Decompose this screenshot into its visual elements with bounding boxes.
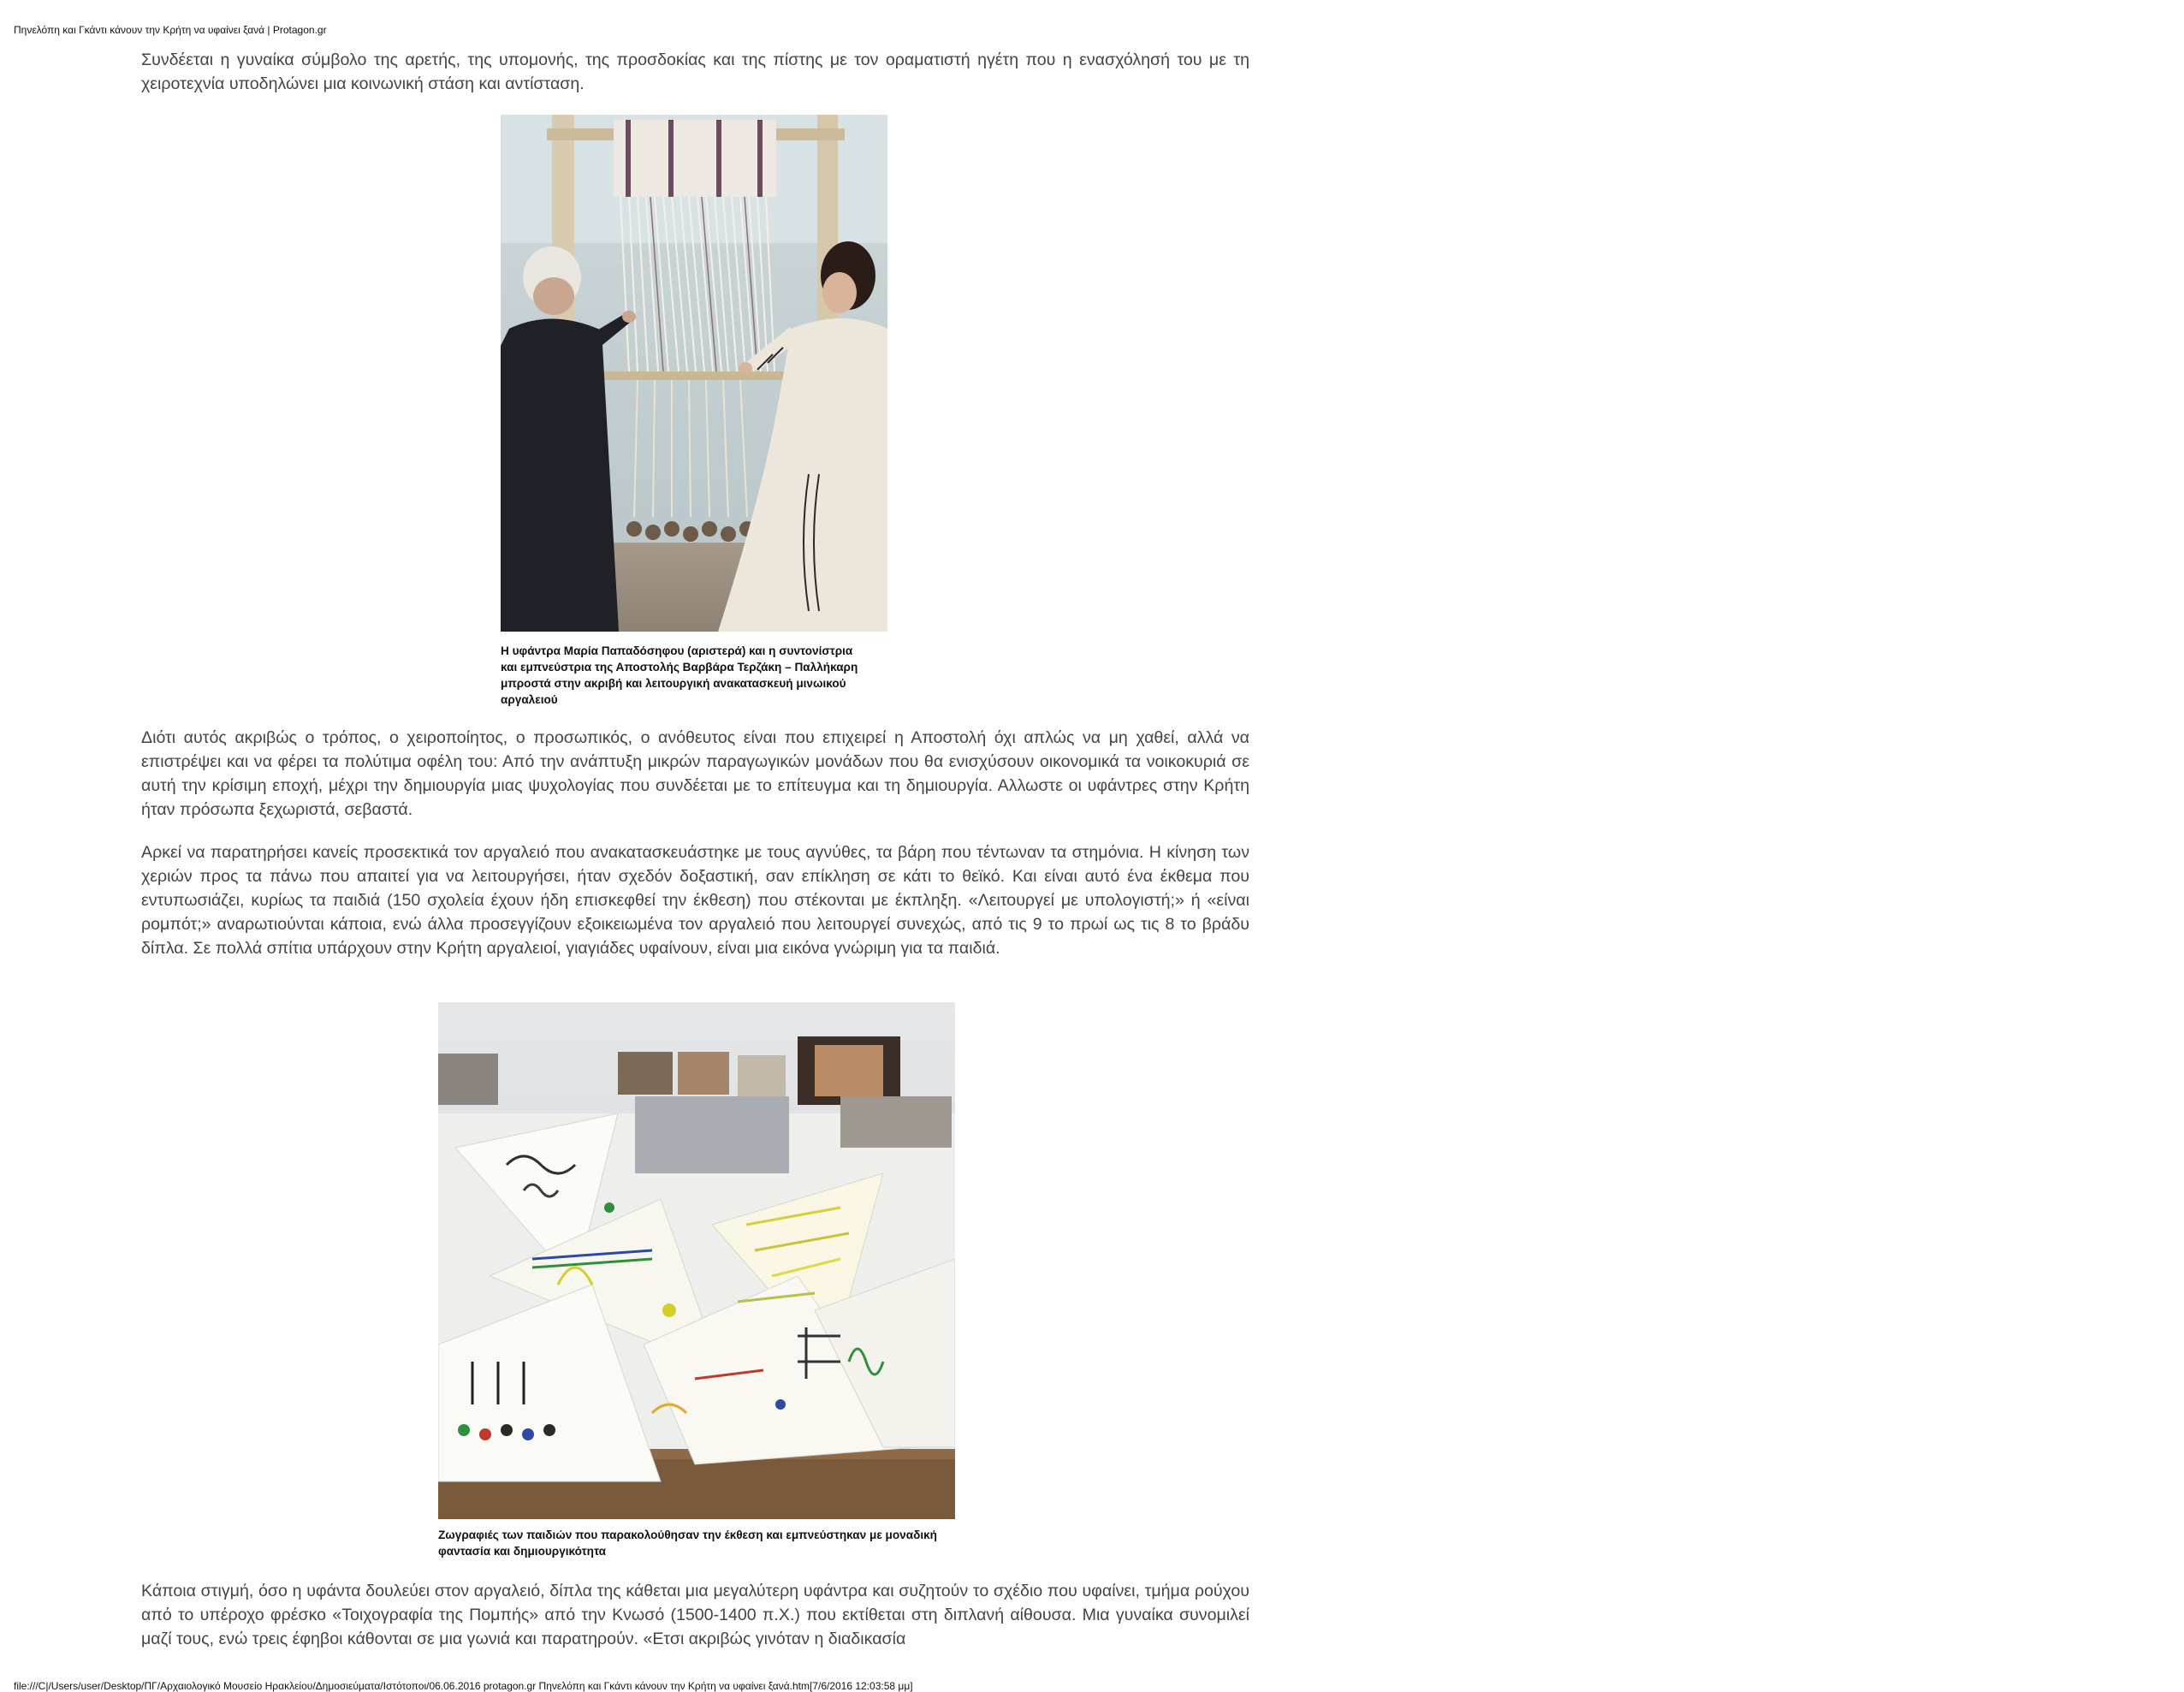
article-paragraph-2: Διότι αυτός ακριβώς ο τρόπος, ο χειροποίητος, ο προσωπικός, ο ανόθευτος είναι που επιχειρεί η Αποστολή όχι απλώς να μη χαθεί, αλλά να επιστρέψει και να φέρει τα πολύτιμα οφέλη του: Από την ανάπτυξη μικρών παραγωγικών μονάδων που θα ενισχύσουν οικονομικά τα νοικοκυριά σε αυτή την κρίσιμη εποχή, μέχρι την δημιουργία μιας ψυχολογίας που συνδέεται με το επίτευγμα και τη δημιουργία. Αλλωστε οι υφάντρες στην Κρήτη ήταν πρόσωπα ξεχωριστά, σεβαστά.	[141, 728, 1249, 819]
article-paragraph-4: Κάποια στιγμή, όσο η υφάντα δουλεύει στον αργαλειό, δίπλα της κάθεται μια μεγαλύτερη υφάντρα και συζητούν το σχέδιο που υφαίνει, τμήμα ρούχου από το υπέροχο φρέσκο «Τοιχογραφία της Πομπής» από την Κνωσό (1500-1400 π.Χ.) που εκτίθεται στη διπλανή αίθουσα. Μια γυναίκα συνομιλεί μαζί τους, ενώ τρεις έφηβοι κάθονται σε μια γωνιά και παρατηρούν. «Ετσι ακριβώς γινόταν η διαδικασία	[141, 1582, 1249, 1648]
print-header-title: Πηνελόπη και Γκάντι κάνουν την Κρήτη να υφαίνει ξανά | Protagon.gr	[14, 24, 327, 36]
article-paragraph-3: Αρκεί να παρατηρήσει κανείς προσεκτικά τον αργαλειό που ανακατασκευάστηκε με τους αγνύθες, τα βάρη που τέντωναν τα στημόνια. Η κίνηση των χεριών προς τα πάνω που απαιτεί για να λειτουργήσει, ήταν σχεδόν δοξαστική, σαν επίκληση σε κάτι το θεϊκό. Και είναι αυτό ένα έκθεμα που εντυπωσιάζει, κυρίως τα παιδιά (150 σχολεία έχουν ήδη επισκεφθεί την έκθεση) που στέκονται με έκπληξη. «Λειτουργεί με υπολογιστή;» ή «είναι ρομπότ;» αναρωτιούνται κάποια, ενώ άλλα προσεγγίζουν εξοικειωμένα τον αργαλειό που λειτουργεί συνεχώς, από τις 9 το πρωί ως τις 8 το βράδυ δίπλα. Σε πολλά σπίτια υπάρχουν στην Κρήτη αργαλειοί, γιαγιάδες υφαίνουν, είναι μια εικόνα γνώριμη για τα παιδιά.	[141, 843, 1249, 958]
figure-caption-loom: Η υφάντρα Μαρία Παπαδόσηφου (αριστερά) και η συντονίστρια και εμπνεύστρια της Αποστολής Βαρβάρα Τερζάκη – Παλλήκαρη μπροστά στην ακριβή και λειτουργική ανακατασκευή μινωικού αργαλειού	[501, 644, 858, 706]
children-drawings-photo	[438, 1002, 955, 1519]
figure-caption-drawings: Ζωγραφιές των παιδιών που παρακολούθησαν την έκθεση και εμπνεύστηκαν με μοναδική φαντασία και δημιουργικότητα	[438, 1529, 937, 1558]
article-paragraph-1: Συνδέεται η γυναίκα σύμβολο της αρετής, της υπομονής, της προσδοκίας και της πίστης με τον οραματιστή ηγέτη που η ενασχόλησή του με τη χειροτεχνία υποδηλώνει μια κοινωνική στάση και αντίσταση.	[141, 50, 1249, 93]
loom-weaving-photo	[501, 115, 887, 632]
print-footer-url: file:///C|/Users/user/Desktop/ΠΓ/Αρχαιολογικό Μουσείο Ηρακλείου/Δημοσιεύματα/Ιστότοποι/06.06.2016 protagon.gr Πηνελόπη και Γκάντι κάνουν την Κρήτη να υφαίνει ξανά.htm[7/6/2016 12:03:58 μμ]	[14, 1680, 913, 1692]
